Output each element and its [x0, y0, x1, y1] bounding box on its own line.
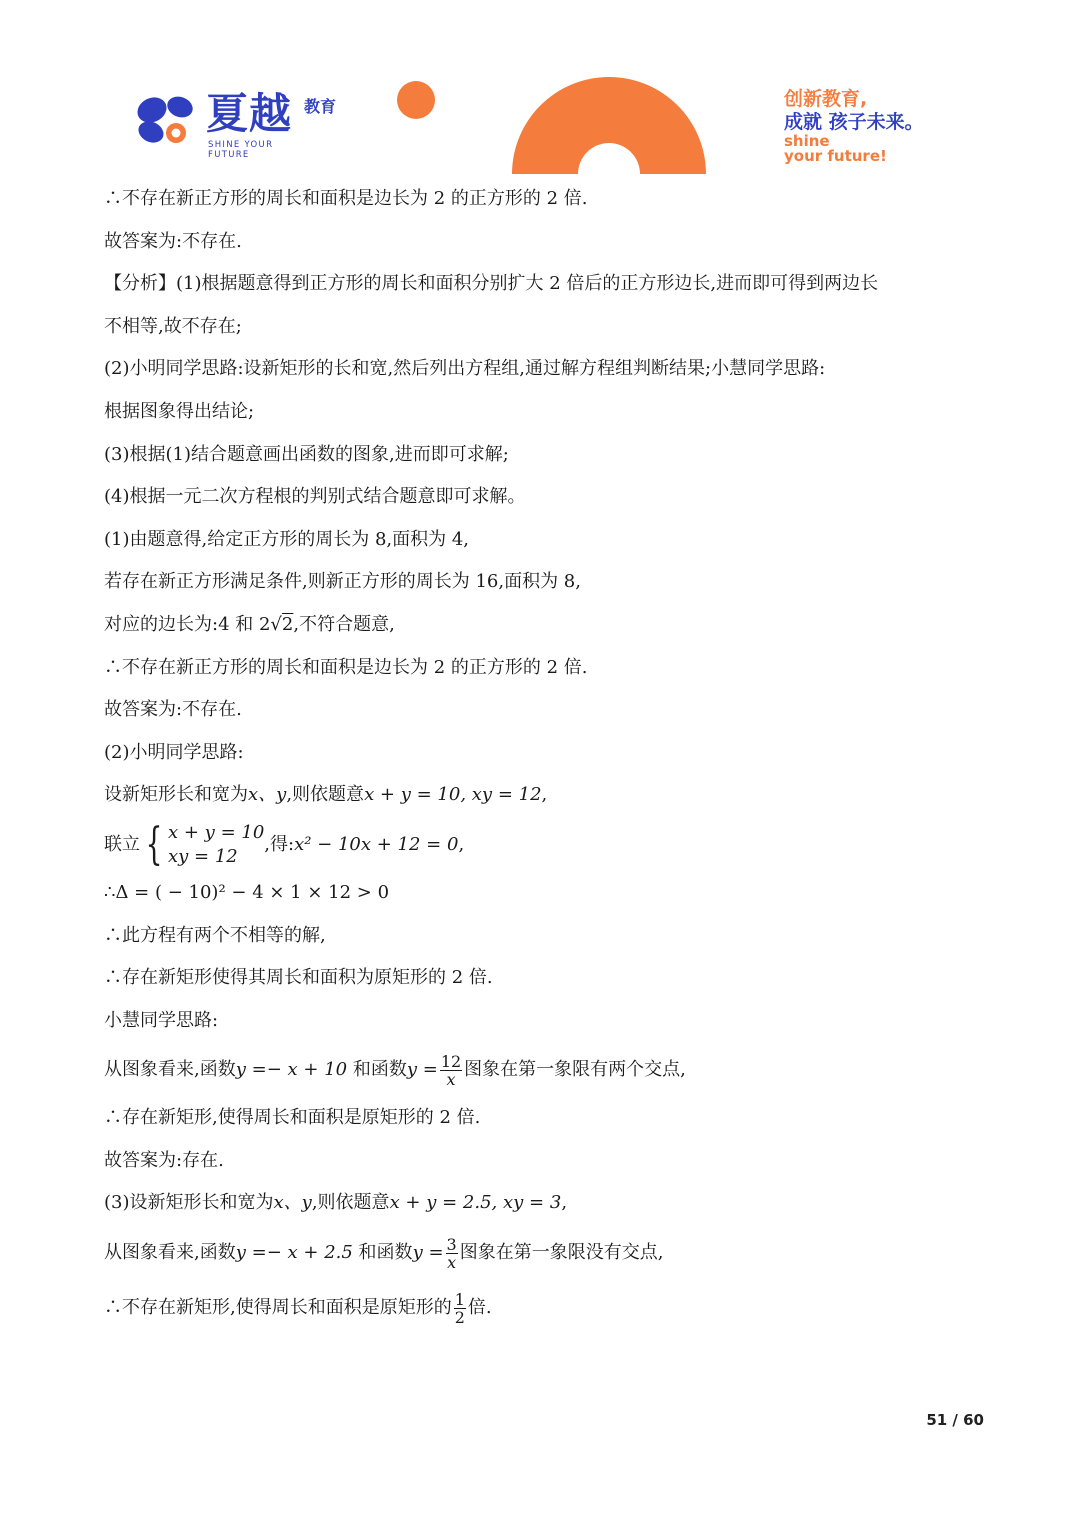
text-line: (2)小明同学思路:设新矩形的长和宽,然后列出方程组,通过解方程组判断结果;小慧同学思路:	[104, 358, 826, 380]
fraction	[454, 1291, 466, 1326]
graph2-suffix: 图象在第一象限没有交点,	[459, 1242, 664, 1264]
graph2-function-2: y =	[412, 1242, 444, 1264]
graph-line-1	[104, 1042, 984, 1097]
page-header	[0, 0, 1080, 180]
fraction-numerator: 1	[454, 1289, 465, 1309]
text-line: 根据图象得出结论;	[104, 400, 255, 422]
fraction-numerator: 12	[440, 1051, 462, 1071]
fraction-denominator: x	[447, 1252, 457, 1272]
system-suffix: ,	[458, 833, 465, 855]
text-line: ∴不存在新正方形的周长和面积是边长为 2 的正方形的 2 倍.	[104, 188, 588, 209]
graph1-mid: 和函数	[347, 1059, 407, 1081]
text-line: 故答案为:存在.	[104, 1149, 224, 1171]
document-body	[104, 178, 984, 1335]
setup-prefix: 设新矩形长和宽为	[104, 784, 248, 806]
fraction-denominator: 2	[454, 1307, 465, 1327]
setup3-prefix: (3)设新矩形长和宽为	[104, 1192, 274, 1214]
discriminant-line: ∴Δ = ( − 10)² − 4 × 1 × 12 > 0	[104, 881, 390, 903]
system-prefix: 联立	[104, 833, 140, 855]
setup3-suffix: ,	[561, 1192, 568, 1214]
final-suffix: 倍.	[467, 1297, 492, 1319]
graph2-prefix: 从图象看来,函数	[104, 1242, 236, 1264]
slogan-line-1: 创新教育,	[784, 88, 868, 110]
slogan-line-3a: shine	[784, 132, 830, 150]
orange-arch-icon	[512, 77, 706, 174]
slogan-line-3b: your future!	[784, 147, 887, 165]
slogan	[784, 88, 984, 164]
brand-name: 夏越	[206, 89, 293, 138]
system-result: x² − 10x + 12 = 0	[294, 833, 459, 855]
side-suffix: ,不符合题意,	[293, 613, 395, 635]
setup-mid: ,则依题意	[286, 784, 365, 806]
text-line: ∴此方程有两个不相等的解,	[104, 924, 326, 946]
text-line: 【分析】(1)根据题意得到正方形的周长和面积分别扩大 2 倍后的正方形边长,进而即可得到两边长	[104, 273, 879, 295]
text-line: 小慧同学思路:	[104, 1009, 219, 1031]
setup3-equation: x + y = 2.5, xy = 3	[389, 1192, 562, 1214]
slogan-line-2: 成就 孩子未来。	[784, 111, 924, 133]
graph-line-2	[104, 1225, 984, 1280]
final-prefix: ∴不存在新矩形,使得周长和面积是原矩形的	[104, 1297, 452, 1319]
fraction-denominator: x	[446, 1069, 456, 1089]
text-line: 故答案为:不存在.	[104, 699, 242, 721]
fraction-numerator: 3	[446, 1234, 457, 1254]
setup-suffix: ,	[541, 784, 548, 806]
text-line: ∴不存在新正方形的周长和面积是边长为 2 的正方形的 2 倍.	[104, 656, 588, 678]
equation-system	[168, 821, 264, 869]
brand-tagline: SHINE YOUR FUTURE	[208, 140, 274, 160]
equation-setup-line-3	[104, 1182, 984, 1225]
fraction	[446, 1236, 458, 1271]
text-line: ∴存在新矩形,使得周长和面积是原矩形的 2 倍.	[104, 1107, 481, 1129]
graph1-suffix: 图象在第一象限有两个交点,	[464, 1059, 686, 1081]
graph1-function-2: y =	[406, 1059, 438, 1081]
setup-vars: x、y	[248, 784, 287, 806]
graph2-mid: 和函数	[352, 1242, 413, 1264]
text-line: 故答案为:不存在.	[104, 230, 242, 252]
side-length-line: 对应的边长为:4 和 2√2,不符合题意,	[104, 613, 395, 635]
orange-dot-icon	[397, 81, 435, 119]
equation-setup-line	[104, 774, 984, 817]
graph1-prefix: 从图象看来,函数	[104, 1059, 236, 1081]
setup-equation: x + y = 10, xy = 12	[364, 784, 542, 806]
system-eq-1: x + y = 10	[168, 821, 265, 843]
text-line: (3)根据(1)结合题意画出函数的图象,进而即可求解;	[104, 443, 509, 465]
setup3-vars: x、y	[273, 1192, 312, 1214]
brace-icon: {	[145, 818, 163, 870]
system-eq-2: xy = 12	[168, 845, 238, 867]
text-line: ∴存在新矩形使得其周长和面积为原矩形的 2 倍.	[104, 967, 493, 989]
graph2-function-1: y =− x + 2.5	[235, 1242, 353, 1264]
setup3-mid: ,则依题意	[311, 1192, 390, 1214]
text-line: (2)小明同学思路:	[104, 741, 244, 763]
text-line: (1)由题意得,给定正方形的周长为 8,面积为 4,	[104, 528, 470, 550]
system-mid: ,得:	[264, 833, 295, 855]
page-number: 51 / 60	[926, 1411, 984, 1429]
side-prefix: 对应的边长为:4 和 2	[104, 613, 271, 635]
final-line	[104, 1280, 984, 1335]
text-line: 若存在新正方形满足条件,则新正方形的周长为 16,面积为 8,	[104, 571, 581, 593]
fraction	[440, 1053, 462, 1088]
graph1-function-1: y =− x + 10	[235, 1059, 348, 1081]
brand-suffix: 教育	[304, 97, 337, 116]
text-line: (4)根据一元二次方程根的判别式结合题意即可求解。	[104, 486, 526, 508]
system-line	[104, 817, 984, 872]
sqrt-radicand: 2	[281, 613, 294, 635]
text-line: 不相等,故不存在;	[104, 315, 242, 337]
